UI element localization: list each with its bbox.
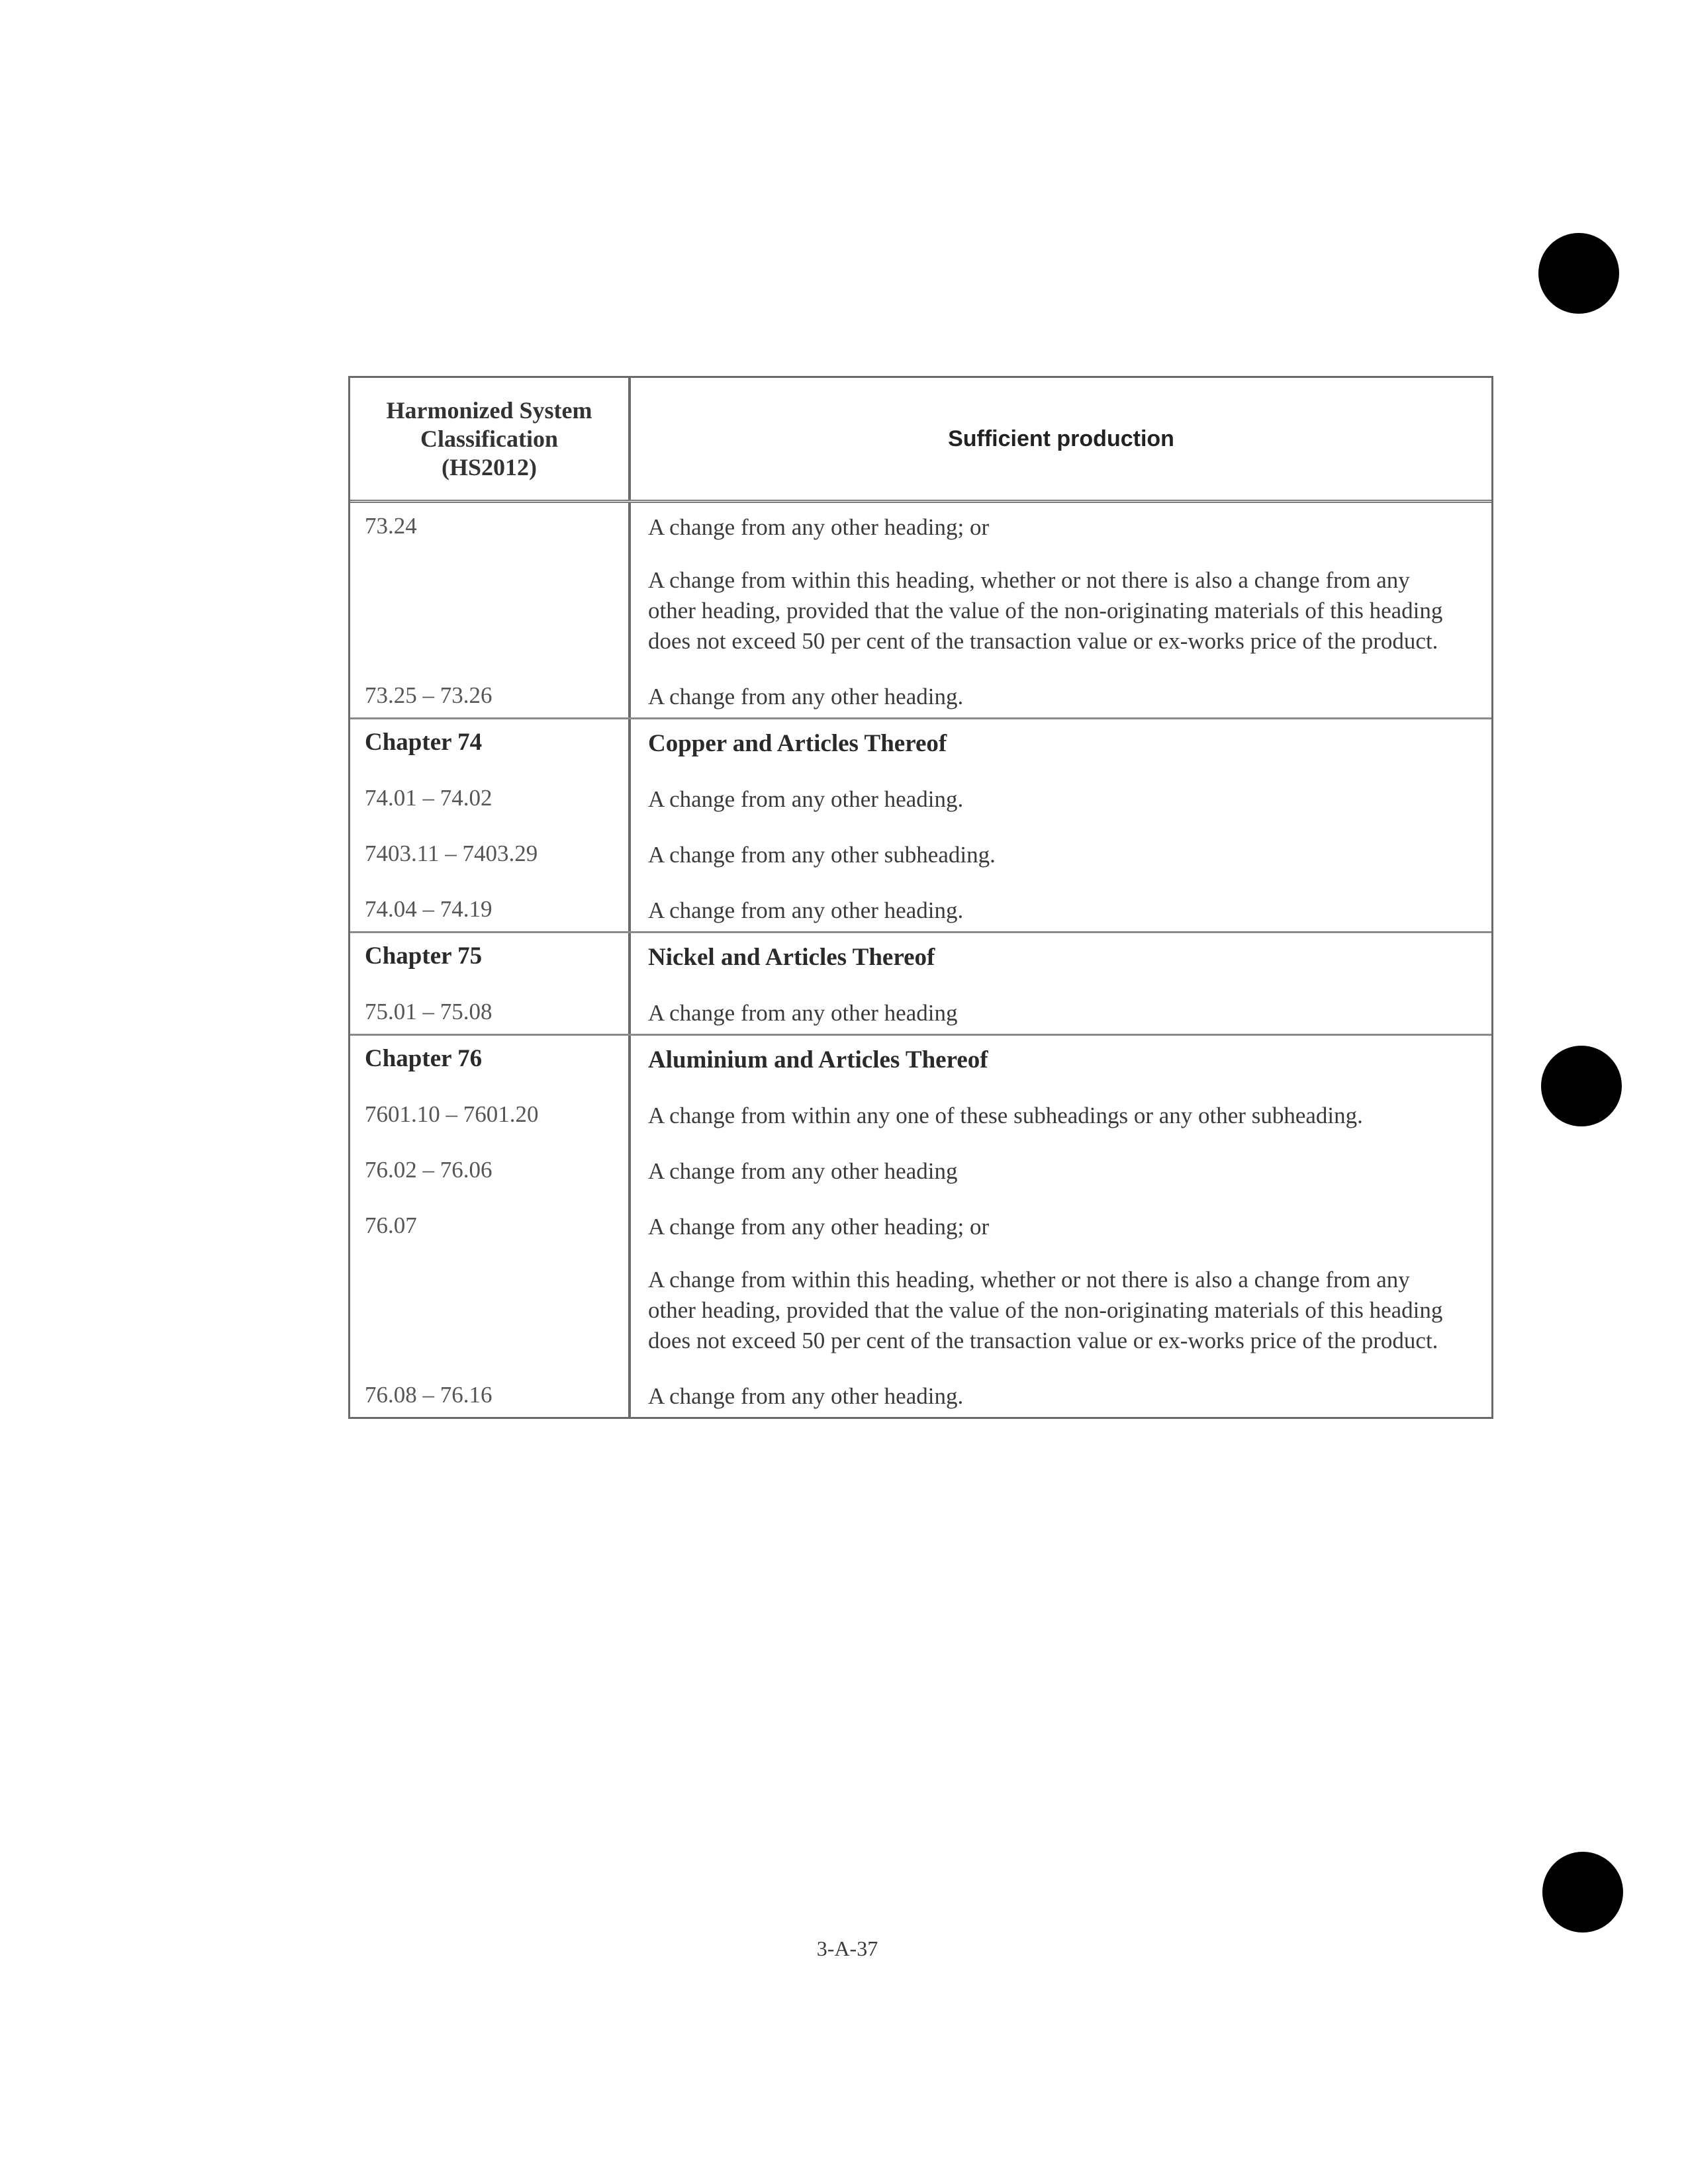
rule-paragraph: A change from any other heading.: [648, 684, 964, 709]
rule-text: [648, 998, 1452, 1028]
rule-column: [631, 503, 1491, 717]
rule-paragraph: A change from any other heading; or: [648, 1214, 990, 1240]
punch-hole-top: [1538, 233, 1619, 314]
chapter-label: Chapter 74: [365, 729, 483, 756]
rule-text: [648, 784, 1452, 815]
rule-column: [631, 1036, 1491, 1417]
table-header-row: [350, 378, 1491, 503]
hs-code: 76.08 – 76.16: [365, 1382, 492, 1408]
header-classification: Harmonized System Classification (HS2012): [350, 378, 631, 500]
rule-paragraph: A change from any other heading.: [648, 897, 964, 923]
rule-text: [648, 1101, 1452, 1131]
classification-column: [350, 503, 631, 717]
hs-code: 76.02 – 76.06: [365, 1157, 492, 1183]
chapter-title: Copper and Articles Thereof: [648, 730, 947, 757]
punch-hole-bottom: [1542, 1852, 1623, 1933]
page-number: 3-A-37: [816, 1936, 878, 1960]
hs-code: 73.25 – 73.26: [365, 682, 492, 708]
rules-of-origin-table: [348, 376, 1493, 1419]
punch-hole-middle: [1541, 1046, 1622, 1126]
rule-paragraph: A change from within this heading, whether or not there is also a change from any other heading, provided that the value of the non-originating materials of this heading does not exceed 50 per cent of the transaction value or ex-works price of the product.: [648, 567, 1443, 654]
rule-paragraph: A change from any other subheading.: [648, 842, 996, 868]
hs-code: 7601.10 – 7601.20: [365, 1101, 539, 1127]
rule-paragraph: A change from any other heading: [648, 1000, 958, 1026]
rule-paragraph: A change from any other heading.: [648, 786, 964, 812]
classification-column: [350, 933, 631, 1034]
hs-code: 73.24: [365, 513, 417, 539]
table-section: [350, 933, 1491, 1036]
classification-column: [350, 1036, 631, 1417]
table-section: [350, 719, 1491, 933]
table-body: [350, 503, 1491, 1417]
chapter-title: Nickel and Articles Thereof: [648, 944, 935, 971]
rule-text: [648, 1212, 1452, 1356]
table-section: [350, 503, 1491, 719]
rule-paragraph: A change from within this heading, whether or not there is also a change from any other heading, provided that the value of the non-originating materials of this heading does not exceed 50 per cent of the transaction value or ex-works price of the product.: [648, 1267, 1443, 1353]
table-section: [350, 1036, 1491, 1417]
rule-text: [648, 1381, 1452, 1412]
chapter-title: Aluminium and Articles Thereof: [648, 1046, 988, 1073]
chapter-label: Chapter 76: [365, 1045, 483, 1072]
rule-column: [631, 933, 1491, 1034]
rule-text: [648, 682, 1452, 712]
rule-paragraph: A change from any other heading.: [648, 1383, 964, 1409]
rule-column: [631, 719, 1491, 931]
hs-code: 7403.11 – 7403.29: [365, 841, 538, 866]
hs-code: 74.01 – 74.02: [365, 785, 492, 811]
classification-column: [350, 719, 631, 931]
rule-paragraph: A change from any other heading; or: [648, 514, 990, 540]
hs-code: 74.04 – 74.19: [365, 896, 492, 922]
header-sufficient-production: Sufficient production: [948, 426, 1174, 451]
rule-text: [648, 840, 1452, 870]
rule-paragraph: A change from any other heading: [648, 1158, 958, 1184]
hs-code: 76.07: [365, 1212, 417, 1238]
chapter-label: Chapter 75: [365, 942, 483, 970]
rule-text: [648, 512, 1452, 657]
rule-paragraph: A change from within any one of these subheadings or any other subheading.: [648, 1103, 1363, 1128]
rule-text: [648, 1156, 1452, 1187]
rule-text: [648, 895, 1452, 926]
hs-code: 75.01 – 75.08: [365, 999, 492, 1024]
